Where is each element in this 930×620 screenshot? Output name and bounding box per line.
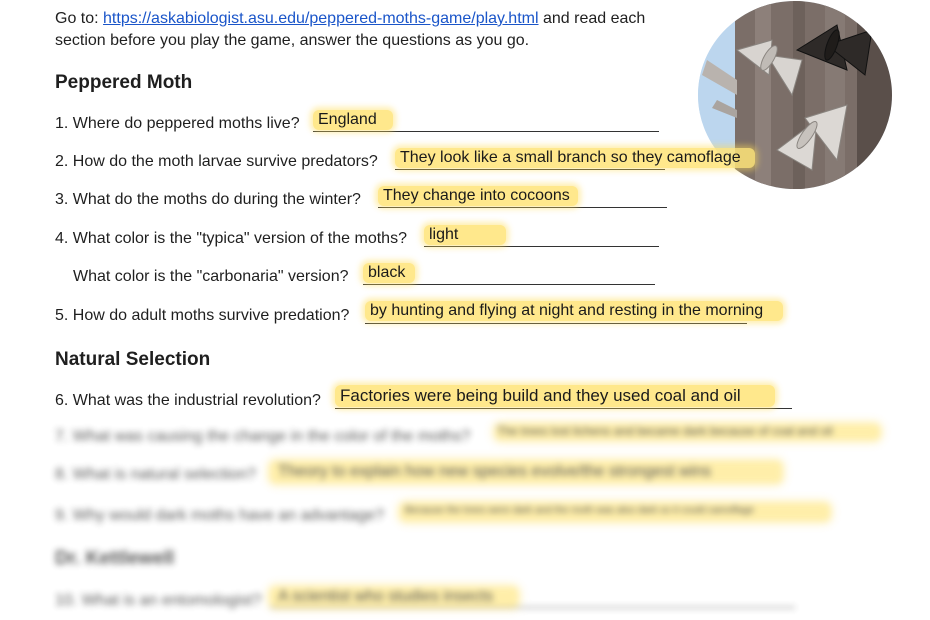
answer-line-1: [313, 131, 659, 132]
answer-2[interactable]: They look like a small branch so they camoflage: [400, 149, 741, 166]
answer-line-4: [424, 246, 659, 247]
intro-line-1: [55, 10, 645, 28]
question-4: 4. What color is the "typica" version of the moths?: [55, 230, 407, 247]
answer-4b[interactable]: black: [368, 264, 406, 281]
answer-line-5: [365, 323, 747, 324]
question-5: 5. How do adult moths survive predation?: [55, 307, 350, 324]
question-8: 8. What is natural selection?: [55, 466, 256, 483]
intro-prefix: Go to:: [55, 10, 104, 27]
answer-10[interactable]: A scientist who studies insects: [278, 588, 494, 605]
section-title-natural-selection: Natural Selection: [55, 349, 211, 370]
answer-7[interactable]: The trees lost lichens and became dark because of coal and oil: [497, 424, 833, 438]
answer-3[interactable]: They change into cocoons: [383, 187, 570, 204]
question-4b: What color is the "carbonaria" version?: [73, 268, 349, 285]
question-1: 1. Where do peppered moths live?: [55, 115, 300, 132]
answer-line-3: [378, 207, 667, 208]
answer-5[interactable]: by hunting and flying at night and resting in the morning: [370, 302, 764, 319]
answer-line-2: [395, 169, 665, 170]
answer-line-10: [270, 607, 795, 608]
section-title-kettlewell: Dr. Kettlewell: [55, 548, 175, 569]
answer-line-6: [335, 408, 792, 409]
answer-9[interactable]: Because the trees were dark and the moth was also dark so it could camoflage: [405, 505, 755, 516]
question-10: 10. What is an entomologist?: [55, 592, 262, 609]
intro-suffix: and read each: [538, 10, 646, 27]
answer-4[interactable]: light: [429, 226, 459, 243]
answer-6[interactable]: Factories were being build and they used coal and oil: [340, 386, 741, 405]
question-9: 9. Why would dark moths have an advantage?: [55, 507, 385, 524]
game-link[interactable]: https://askabiologist.asu.edu/peppered-moths-game/play.html: [103, 10, 539, 27]
section-title-peppered-moth: Peppered Moth: [55, 72, 193, 93]
answer-8[interactable]: Theory to explain how new species evolve/the strongest wins: [278, 463, 712, 480]
question-2: 2. How do the moth larvae survive predators?: [55, 153, 378, 170]
question-7: 7. What was causing the change in the color of the moths?: [55, 428, 471, 445]
answer-1[interactable]: England: [318, 111, 377, 128]
question-3: 3. What do the moths do during the winter?: [55, 191, 361, 208]
question-6: 6. What was the industrial revolution?: [55, 392, 321, 409]
answer-line-4b: [363, 284, 655, 285]
intro-line-2: section before you play the game, answer the questions as you go.: [55, 32, 530, 49]
